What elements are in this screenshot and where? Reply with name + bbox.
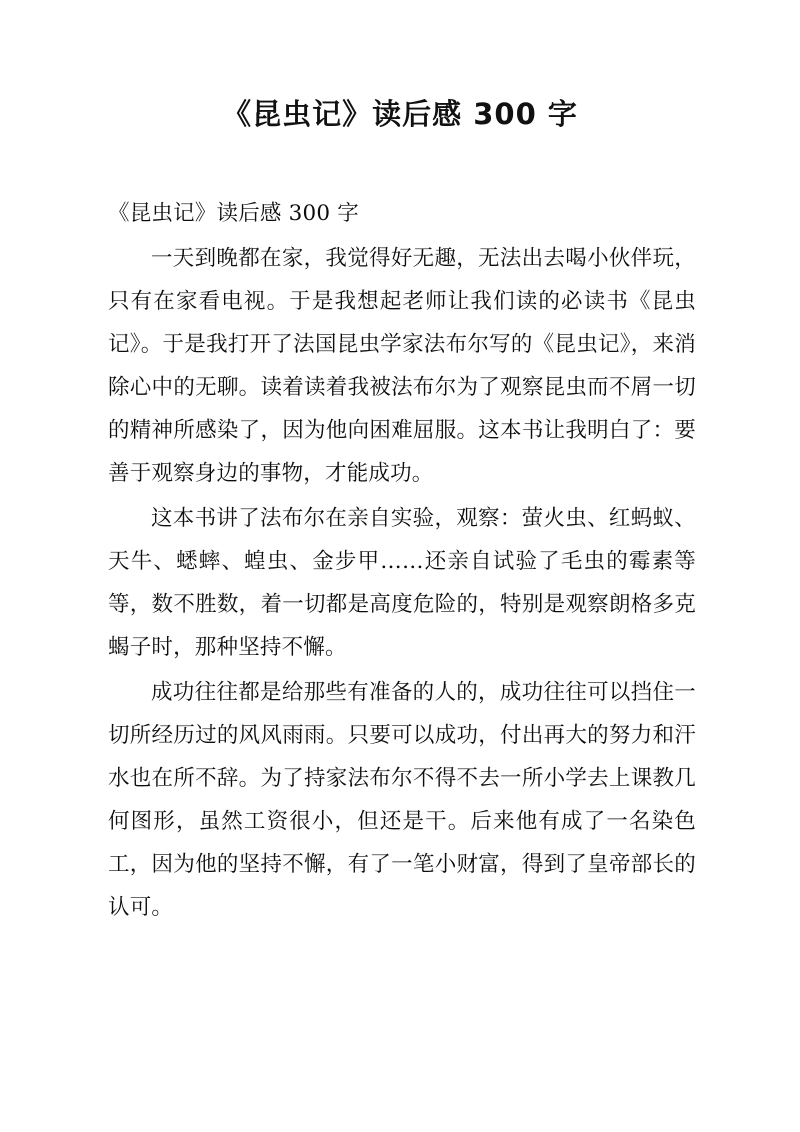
body-paragraph-1: 一天到晚都在家，我觉得好无趣，无法出去喝小伙伴玩，只有在家看电视。于是我想起老师让我们读的必读书《昆虫记》。于是我打开了法国昆虫学家法布尔写的《昆虫记》，来消除心中的无聊。读着读着我被法布尔为了观察昆虫而不屑一切的精神所感染了，因为他向困难屈服。这本书让我明白了：要善于观察身边的事物，才能成功。 (108, 246, 696, 486)
document-body (108, 192, 696, 931)
document-subtitle-line: 《昆虫记》读后感 300 字 (108, 201, 360, 226)
body-paragraph-3: 成功往往都是给那些有准备的人的，成功往往可以挡住一切所经历过的风风雨雨。只要可以成功，付出再大的努力和汗水也在所不辞。为了持家法布尔不得不去一所小学去上课教几何图形，虽然工资很小，但还是干。后来他有成了一名染色工，因为他的坚持不懈，有了一笔小财富，得到了皇帝部长的认可。 (108, 680, 696, 920)
page-title: 《昆虫记》读后感 300 字 (222, 97, 578, 131)
body-paragraph-2: 这本书讲了法布尔在亲自实验，观察：萤火虫、红蚂蚁、天牛、蟋蟀、蝗虫、金步甲……还亲自试验了毛虫的霉素等等，数不胜数，着一切都是高度危险的，特别是观察朗格多克蝎子时，那种坚持不懈。 (108, 506, 696, 660)
